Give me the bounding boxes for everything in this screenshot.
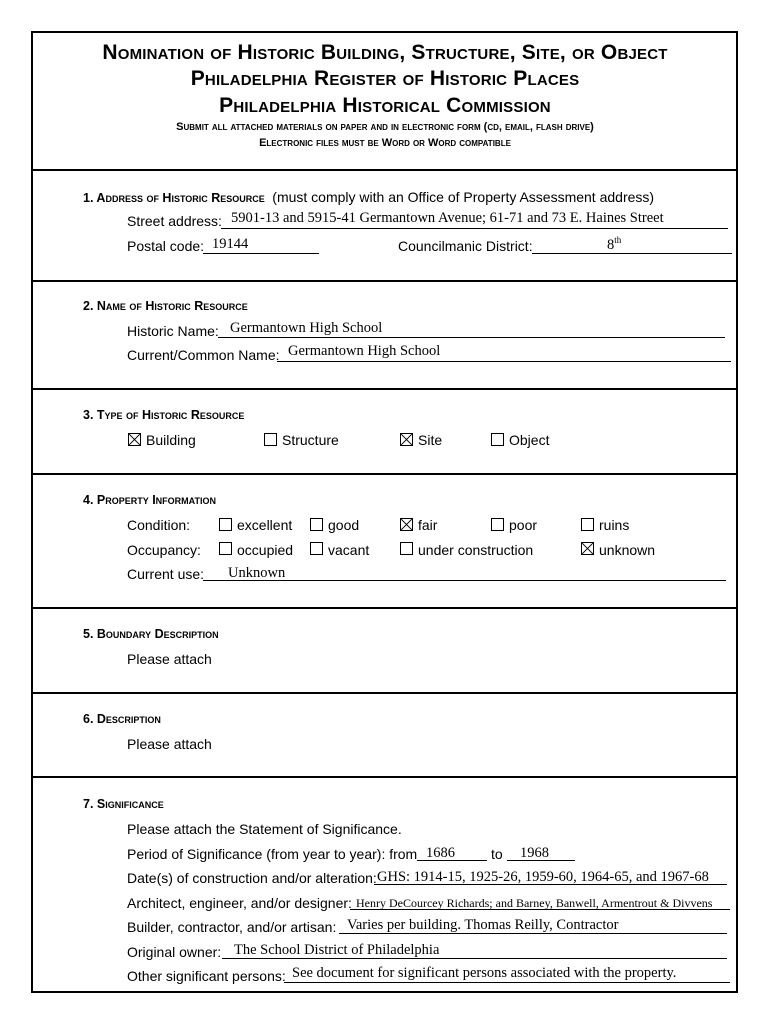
construction-dates-label: Date(s) of construction and/or alteration: <box>127 870 377 886</box>
section-1-heading: 1. Address of Historic Resource (must comply with an Office of Property Assessment address) <box>83 189 655 205</box>
divider <box>33 388 736 390</box>
significant-persons-label: Other significant persons: <box>127 968 286 984</box>
divider <box>33 473 736 475</box>
address-note: (must comply with an Office of Property Assessment address) <box>272 189 655 205</box>
section-3-heading: 3. Type of Historic Resource <box>83 408 245 422</box>
original-owner-label: Original owner: <box>127 944 222 960</box>
postal-code-label: Postal code: <box>127 238 205 254</box>
period-to-label: to <box>491 846 503 862</box>
register-title: Philadelphia Register of Historic Places <box>190 67 580 90</box>
architect-field[interactable]: Henry DeCourcey Richards; and Barney, Banwell, Armentrout & Divvens <box>356 896 713 910</box>
file-format-note: Electronic files must be Word or Word compatible <box>259 137 511 149</box>
councilmanic-district-label: Councilmanic District: <box>398 238 533 254</box>
historic-name-line <box>218 337 725 338</box>
councilmanic-district-field[interactable]: 8th <box>607 235 622 253</box>
divider <box>33 607 736 609</box>
street-address-field[interactable]: 5901-13 and 5915-41 Germantown Avenue; 61-71 and 73 E. Haines Street <box>231 210 664 226</box>
divider <box>33 280 736 282</box>
current-use-field[interactable]: Unknown <box>228 565 286 581</box>
occupied-checkbox[interactable] <box>219 542 232 555</box>
architect-label: Architect, engineer, and/or designer: <box>127 895 352 911</box>
period-label: Period of Significance (from year to year): from <box>127 846 418 862</box>
building-label: Building <box>146 432 196 448</box>
excellent-label: excellent <box>237 517 293 533</box>
postal-code-field[interactable]: 19144 <box>212 236 249 252</box>
street-address-line <box>221 228 728 229</box>
ruins-checkbox[interactable] <box>581 518 594 531</box>
poor-label: poor <box>509 517 538 533</box>
construction-dates-field[interactable]: GHS: 1914-15, 1925-26, 1959-60, 1964-65, and 1967-68 <box>377 869 709 885</box>
structure-checkbox[interactable] <box>264 433 277 446</box>
section-7-heading: 7. Significance <box>83 797 164 811</box>
postal-code-line <box>203 253 319 254</box>
condition-label: Condition: <box>127 517 191 533</box>
vacant-label: vacant <box>328 542 370 558</box>
historic-name-field[interactable]: Germantown High School <box>230 320 383 336</box>
structure-label: Structure <box>282 432 339 448</box>
under-construction-label: under construction <box>418 542 534 558</box>
builder-field[interactable]: Varies per building. Thomas Reilly, Contractor <box>347 917 619 933</box>
under-construction-checkbox[interactable] <box>400 542 413 555</box>
builder-label: Builder, contractor, and/or artisan: <box>127 919 337 935</box>
object-label: Object <box>509 432 550 448</box>
building-checkbox[interactable] <box>128 433 141 446</box>
ruins-label: ruins <box>599 517 630 533</box>
divider <box>33 169 736 171</box>
site-checkbox[interactable] <box>400 433 413 446</box>
boundary-instruction: Please attach <box>127 651 212 667</box>
section-4-heading: 4. Property Information <box>83 493 217 507</box>
section-6-heading: 6. Description <box>83 712 161 726</box>
significant-persons-line <box>284 982 730 983</box>
unknown-checkbox[interactable] <box>581 542 594 555</box>
excellent-checkbox[interactable] <box>219 518 232 531</box>
occupied-label: occupied <box>237 542 294 558</box>
period-to-field[interactable]: 1968 <box>520 845 549 861</box>
significance-instruction: Please attach the Statement of Significance. <box>127 821 402 837</box>
common-name-field[interactable]: Germantown High School <box>288 343 441 359</box>
street-address-label: Street address: <box>127 213 222 229</box>
section-2-heading: 2. Name of Historic Resource <box>83 299 248 313</box>
commission-title: Philadelphia Historical Commission <box>219 94 551 117</box>
councilmanic-district-line <box>532 253 732 254</box>
common-name-line <box>277 361 731 362</box>
poor-checkbox[interactable] <box>491 518 504 531</box>
vacant-checkbox[interactable] <box>310 542 323 555</box>
section-5-heading: 5. Boundary Description <box>83 627 219 641</box>
good-label: good <box>328 517 360 533</box>
form-title: Nomination of Historic Building, Structure, Site, or Object <box>102 41 668 64</box>
period-from-field[interactable]: 1686 <box>426 845 455 861</box>
submission-note: Submit all attached materials on paper and in electronic form (cd, email, flash drive) <box>176 121 594 133</box>
object-checkbox[interactable] <box>491 433 504 446</box>
unknown-label: unknown <box>599 542 656 558</box>
divider <box>33 692 736 694</box>
fair-checkbox[interactable] <box>400 518 413 531</box>
description-instruction: Please attach <box>127 736 212 752</box>
site-label: Site <box>418 432 443 448</box>
good-checkbox[interactable] <box>310 518 323 531</box>
divider <box>33 776 736 778</box>
fair-label: fair <box>418 517 438 533</box>
occupancy-label: Occupancy: <box>127 542 201 558</box>
original-owner-field[interactable]: The School District of Philadelphia <box>234 942 440 958</box>
historic-name-label: Historic Name: <box>127 323 219 339</box>
significant-persons-field[interactable]: See document for significant persons associated with the property. <box>292 965 677 981</box>
current-use-label: Current use: <box>127 566 205 582</box>
common-name-label: Current/Common Name: <box>127 347 280 363</box>
